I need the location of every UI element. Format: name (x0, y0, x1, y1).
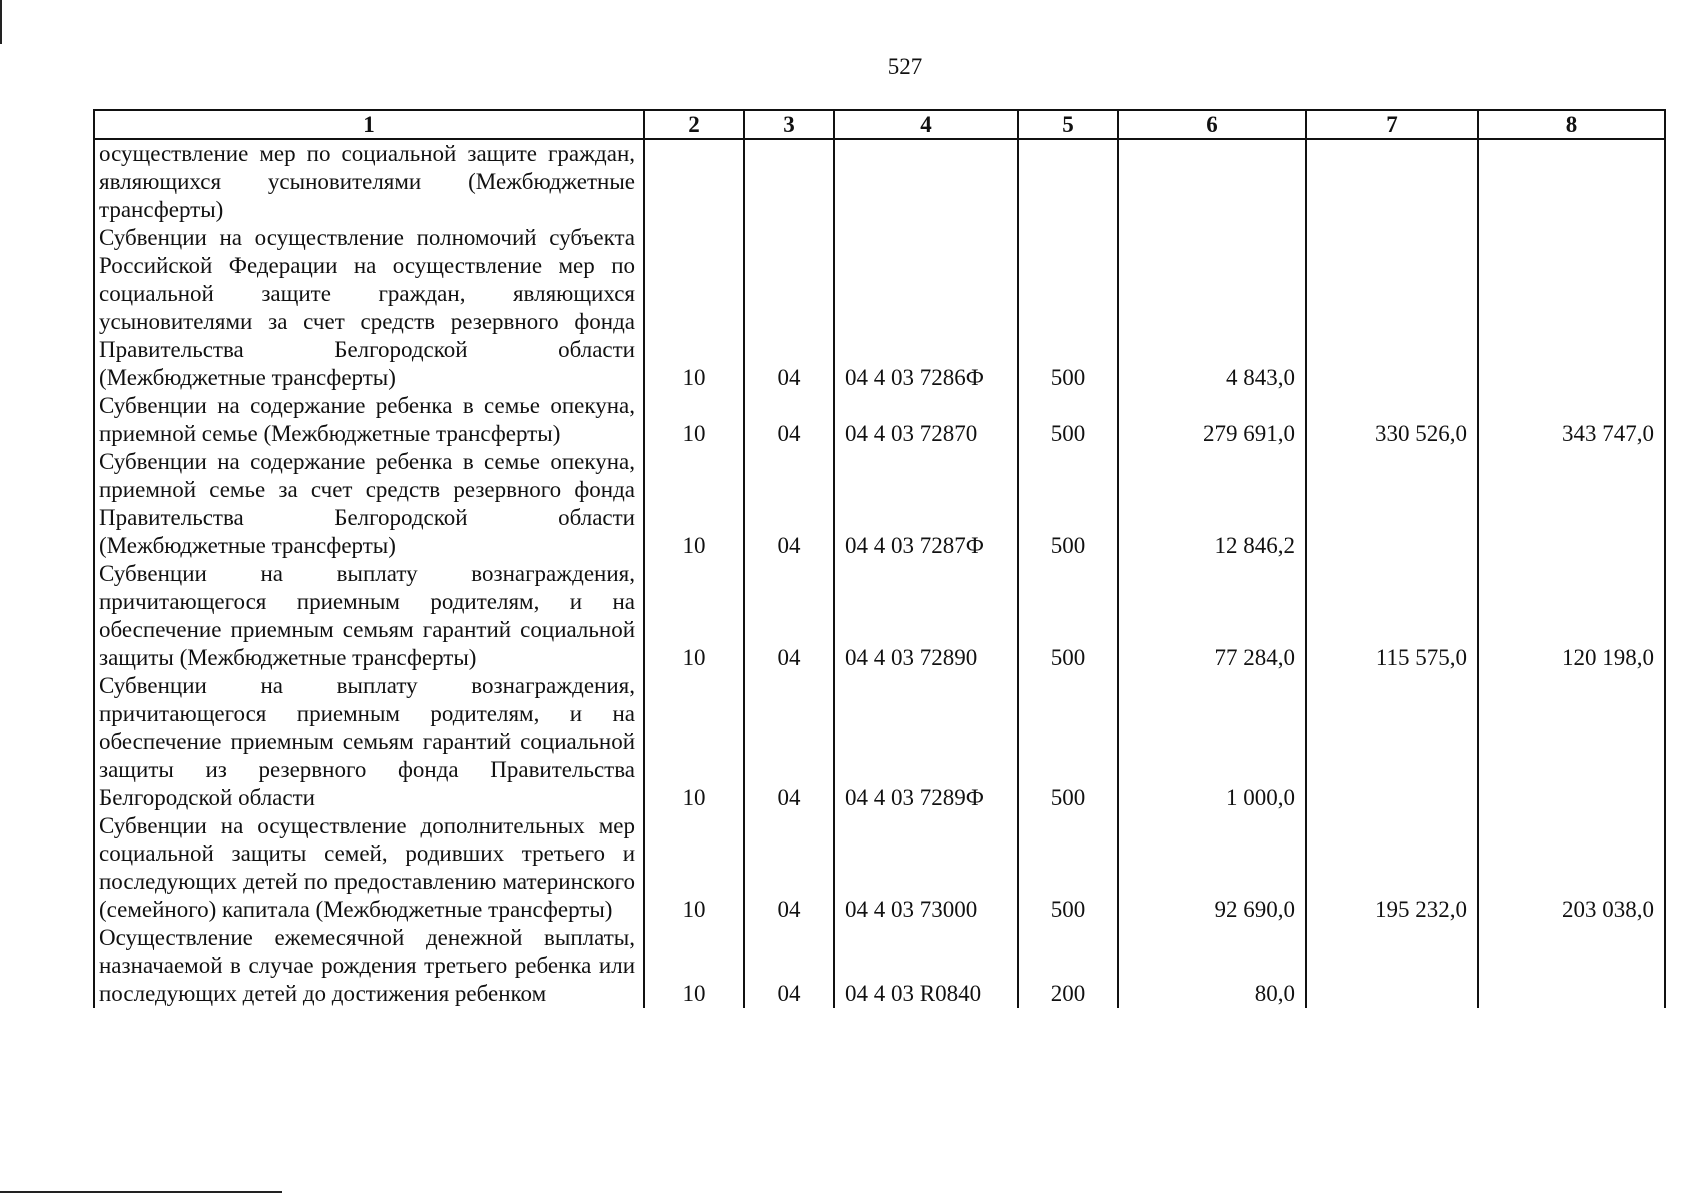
table-row (94, 812, 1665, 924)
amount-col6: 12 846,2 (1118, 448, 1306, 560)
column-header: 3 (744, 110, 834, 139)
expense-type-code: 500 (1018, 448, 1118, 560)
section-code: 10 (644, 672, 744, 812)
expense-type-code: 500 (1018, 560, 1118, 672)
amount-col7: 330 526,0 (1306, 392, 1478, 448)
table-row (94, 139, 1665, 224)
subsection-code: 04 (744, 672, 834, 812)
amount-col8 (1478, 924, 1665, 1008)
table-row (94, 448, 1665, 560)
amount-col8: 120 198,0 (1478, 560, 1665, 672)
section-code: 10 (644, 560, 744, 672)
amount-col7 (1306, 448, 1478, 560)
target-article-code: 04 4 03 72890 (834, 560, 1018, 672)
column-header: 4 (834, 110, 1018, 139)
amount-col6: 80,0 (1118, 924, 1306, 1008)
row-description: Субвенции на осуществление дополнительных мер социальной защиты семей, родивших третьего и последующих детей по предоставлению материнского (семейного) капитала (Межбюджетные трансферты) (94, 812, 644, 924)
column-header: 8 (1478, 110, 1665, 139)
amount-col6: 77 284,0 (1118, 560, 1306, 672)
header-row (94, 110, 1665, 139)
target-article-code: 04 4 03 7286Ф (834, 224, 1018, 392)
expense-type-code: 200 (1018, 924, 1118, 1008)
column-header: 5 (1018, 110, 1118, 139)
expense-type-code (1018, 139, 1118, 224)
row-description: Субвенции на содержание ребенка в семье опекуна, приемной семье за счет средств резервного фонда Правительства Белгородской области (Межбюджетные трансферты) (94, 448, 644, 560)
section-code: 10 (644, 812, 744, 924)
amount-col8 (1478, 672, 1665, 812)
subsection-code (744, 139, 834, 224)
target-article-code: 04 4 03 7287Ф (834, 448, 1018, 560)
column-header: 1 (94, 110, 644, 139)
amount-col8 (1478, 224, 1665, 392)
scan-edge-mark (0, 0, 2, 44)
amount-col8 (1478, 448, 1665, 560)
subsection-code: 04 (744, 812, 834, 924)
row-description: Субвенции на выплату вознаграждения, причитающегося приемным родителям, и на обеспечение приемным семьям гарантий социальной защиты (Межбюджетные трансферты) (94, 560, 644, 672)
page-number: 527 (887, 54, 923, 79)
amount-col6: 1 000,0 (1118, 672, 1306, 812)
amount-col6 (1118, 139, 1306, 224)
amount-col7: 195 232,0 (1306, 812, 1478, 924)
section-code: 10 (644, 224, 744, 392)
table-row (94, 224, 1665, 392)
expense-type-code: 500 (1018, 672, 1118, 812)
target-article-code: 04 4 03 R0840 (834, 924, 1018, 1008)
target-article-code: 04 4 03 7289Ф (834, 672, 1018, 812)
section-code: 10 (644, 448, 744, 560)
table-row (94, 672, 1665, 812)
section-code: 10 (644, 392, 744, 448)
column-header: 6 (1118, 110, 1306, 139)
table-row (94, 924, 1665, 1008)
column-header: 2 (644, 110, 744, 139)
table-row (94, 392, 1665, 448)
subsection-code: 04 (744, 224, 834, 392)
amount-col8: 203 038,0 (1478, 812, 1665, 924)
subsection-code: 04 (744, 560, 834, 672)
table-row (94, 560, 1665, 672)
scan-edge-mark (0, 1191, 282, 1193)
subsection-code: 04 (744, 392, 834, 448)
expense-type-code: 500 (1018, 392, 1118, 448)
row-description: Субвенции на осуществление полномочий субъекта Российской Федерации на осуществление мер по социальной защите граждан, являющихся усыновителями за счет средств резервного фонда Правительства Белгородской области (Межбюджетные трансферты) (94, 224, 644, 392)
section-code (644, 139, 744, 224)
target-article-code (834, 139, 1018, 224)
amount-col7 (1306, 139, 1478, 224)
amount-col7: 115 575,0 (1306, 560, 1478, 672)
expense-type-code: 500 (1018, 812, 1118, 924)
row-description: Субвенции на выплату вознаграждения, причитающегося приемным родителям, и на обеспечение приемным семьям гарантий социальной защиты из резервного фонда Правительства Белгородской области (94, 672, 644, 812)
row-description: Осуществление ежемесячной денежной выплаты, назначаемой в случае рождения третьего ребенка или последующих детей до достижения ребенком (94, 924, 644, 1008)
amount-col6: 279 691,0 (1118, 392, 1306, 448)
amount-col7 (1306, 224, 1478, 392)
amount-col8: 343 747,0 (1478, 392, 1665, 448)
subsection-code: 04 (744, 924, 834, 1008)
expense-type-code: 500 (1018, 224, 1118, 392)
budget-table (93, 109, 1666, 1008)
amount-col7 (1306, 924, 1478, 1008)
target-article-code: 04 4 03 73000 (834, 812, 1018, 924)
amount-col8 (1478, 139, 1665, 224)
amount-col6: 4 843,0 (1118, 224, 1306, 392)
amount-col6: 92 690,0 (1118, 812, 1306, 924)
target-article-code: 04 4 03 72870 (834, 392, 1018, 448)
row-description: Субвенции на содержание ребенка в семье опекуна, приемной семье (Межбюджетные трансферты) (94, 392, 644, 448)
amount-col7 (1306, 672, 1478, 812)
row-description: осуществление мер по социальной защите граждан, являющихся усыновителями (Межбюджетные трансферты) (94, 139, 644, 224)
subsection-code: 04 (744, 448, 834, 560)
column-header: 7 (1306, 110, 1478, 139)
section-code: 10 (644, 924, 744, 1008)
